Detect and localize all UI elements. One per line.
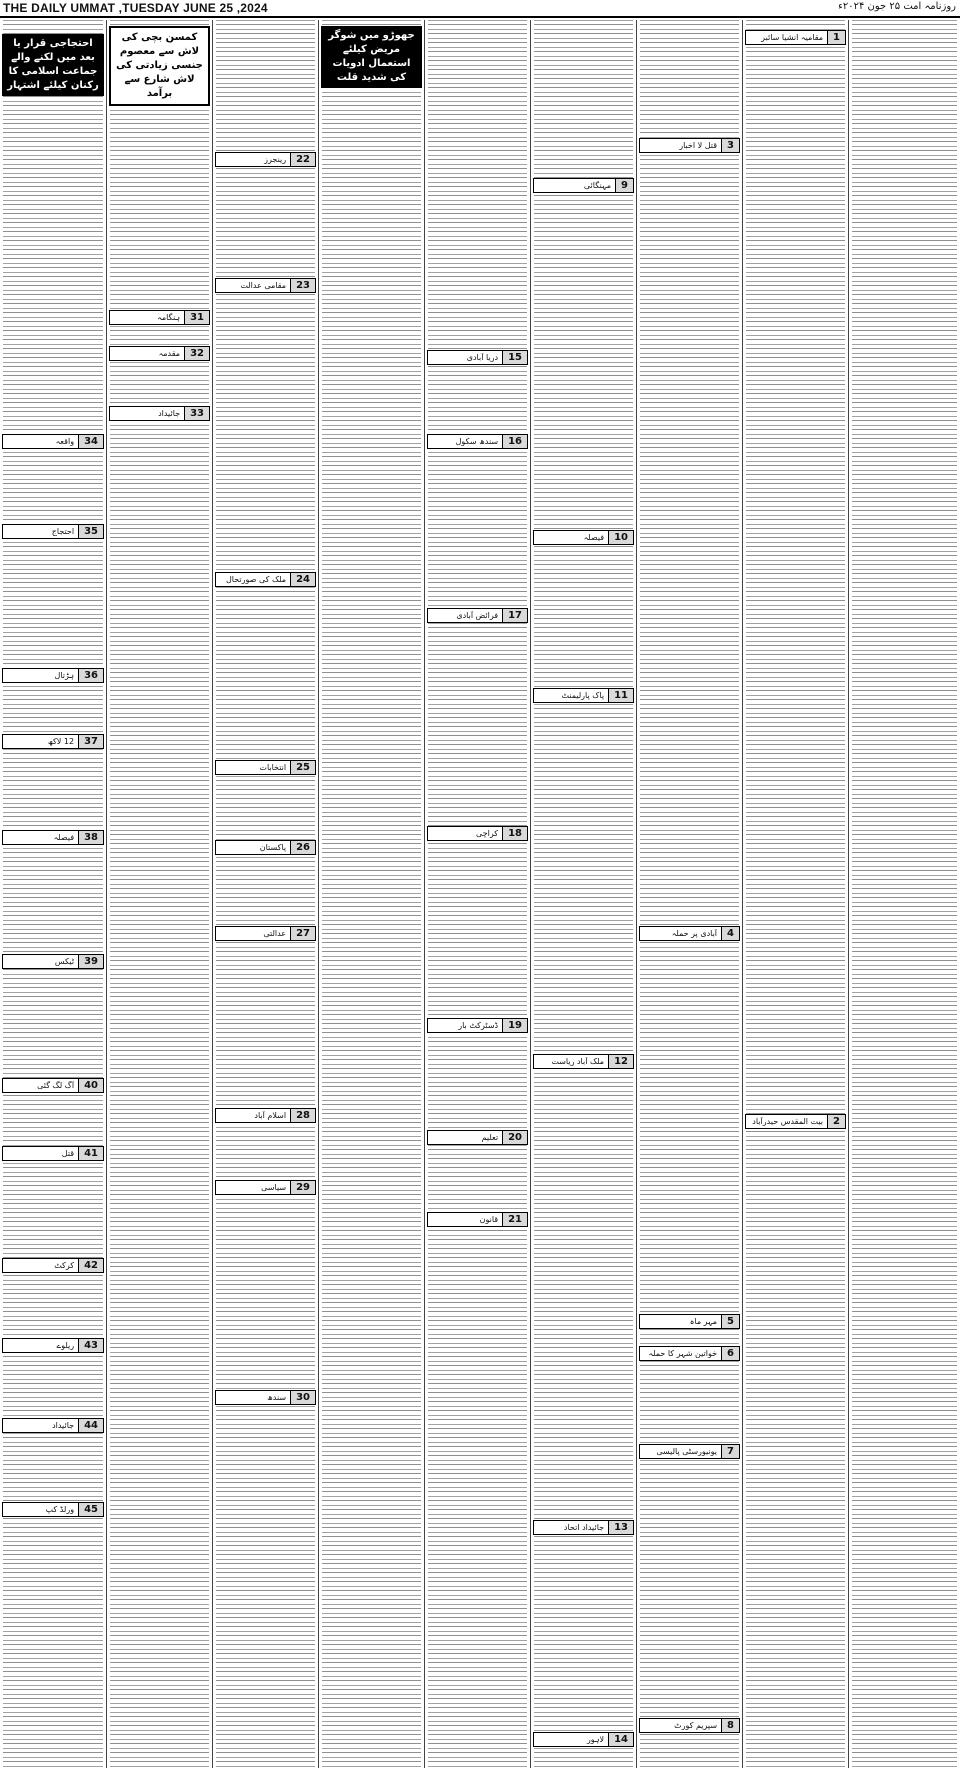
news-item-40: 40 آگ لگ گئی xyxy=(2,1078,104,1093)
text-body xyxy=(322,20,421,1768)
news-item-31: 31 ہنگامہ xyxy=(109,310,210,325)
news-item-35: 35 احتجاج xyxy=(2,524,104,539)
news-column-4 xyxy=(318,20,424,1768)
news-item-22: 22 رینجرز xyxy=(215,152,316,167)
text-body xyxy=(640,20,739,1768)
news-item-37: 37 12 لاکھ xyxy=(2,734,104,749)
news-item-38: 38 فیصلہ xyxy=(2,830,104,845)
text-body xyxy=(852,20,957,1768)
news-item-9: 9 مہنگائی xyxy=(533,178,634,193)
news-item-3: 3 قتل لا اخبار xyxy=(639,138,740,153)
news-item-26: 26 پاکستان xyxy=(215,840,316,855)
news-item-10: 10 فیصلہ xyxy=(533,530,634,545)
text-body xyxy=(746,20,845,1768)
news-item-1: 1 مقامیہ انشیا سائبر xyxy=(745,30,846,45)
news-item-32: 32 مقدمہ xyxy=(109,346,210,361)
news-item-25: 25 انتخابات xyxy=(215,760,316,775)
news-item-41: 41 قتل xyxy=(2,1146,104,1161)
urdu-date: روزنامہ امت ۲۵ جون ۲۰۲۴ء xyxy=(838,1,956,12)
news-column-8 xyxy=(742,20,848,1768)
news-item-33: 33 جائیداد xyxy=(109,406,210,421)
news-item-30: 30 سندھ xyxy=(215,1390,316,1405)
news-item-27: 27 عدالتی xyxy=(215,926,316,941)
news-item-20: 20 تعلیم xyxy=(427,1130,528,1145)
news-column-9 xyxy=(848,20,960,1768)
news-item-14: 14 لاہور xyxy=(533,1732,634,1747)
news-item-4: 4 آبادی پر حملہ xyxy=(639,926,740,941)
news-item-36: 36 ہڑتال xyxy=(2,668,104,683)
news-item-17: 17 فرائض آبادی xyxy=(427,608,528,623)
news-item-45: 45 ورلڈ کپ xyxy=(2,1502,104,1517)
news-column-6 xyxy=(530,20,636,1768)
headline-col2: کمسن بچی کی لاش سے معصوم جنسی زیادتی کی لاش شارع سے برآمد xyxy=(109,26,210,106)
news-item-42: 42 کرکٹ xyxy=(2,1258,104,1273)
news-item-8: 8 سپریم کورٹ xyxy=(639,1718,740,1733)
news-item-19: 19 ڈسٹرکٹ بار xyxy=(427,1018,528,1033)
news-item-18: 18 کراچی xyxy=(427,826,528,841)
headline-col1: احتجاجی قرار یا بعد میں لکنے والے جماعت اسلامی کا رکنان کیلئے اشتہار xyxy=(2,34,104,96)
news-item-6: 6 خواتین شہر کا حملہ xyxy=(639,1346,740,1361)
masthead xyxy=(0,0,960,18)
text-body xyxy=(534,20,633,1768)
news-item-24: 24 ملک کی صورتحال xyxy=(215,572,316,587)
news-item-34: 34 واقعہ xyxy=(2,434,104,449)
news-item-44: 44 جائیداد xyxy=(2,1418,104,1433)
news-item-12: 12 ملک آباد ریاست xyxy=(533,1054,634,1069)
news-grid xyxy=(0,20,960,1768)
news-item-13: 13 جائیداد اتحاد xyxy=(533,1520,634,1535)
news-column-5 xyxy=(424,20,530,1768)
text-body xyxy=(428,20,527,1768)
news-item-39: 39 ٹیکس xyxy=(2,954,104,969)
news-column-3 xyxy=(212,20,318,1768)
news-column-1 xyxy=(0,20,106,1768)
news-item-21: 21 قانون xyxy=(427,1212,528,1227)
news-item-28: 28 اسلام آباد xyxy=(215,1108,316,1123)
news-item-23: 23 مقامی عدالت xyxy=(215,278,316,293)
text-body xyxy=(110,20,209,1768)
news-column-7 xyxy=(636,20,742,1768)
news-column-2 xyxy=(106,20,212,1768)
news-item-11: 11 پاک پارلیمنٹ xyxy=(533,688,634,703)
news-item-43: 43 ریلوے xyxy=(2,1338,104,1353)
news-item-5: 5 مہر ماہ xyxy=(639,1314,740,1329)
news-item-2: 2 بیت المقدس حیدرآباد xyxy=(745,1114,846,1129)
news-item-16: 16 سندھ سکول xyxy=(427,434,528,449)
news-item-29: 29 سیاسی xyxy=(215,1180,316,1195)
news-item-15: 15 دریا آبادی xyxy=(427,350,528,365)
news-item-7: 7 یونیورسٹی پالیسی xyxy=(639,1444,740,1459)
headline-col4: جھوڑو میں شوگر مریض کیلئے استعمال ادویات کی شدید قلت xyxy=(321,26,422,88)
newspaper-title: THE DAILY UMMAT ,TUESDAY JUNE 25 ,2024 xyxy=(3,1,268,15)
